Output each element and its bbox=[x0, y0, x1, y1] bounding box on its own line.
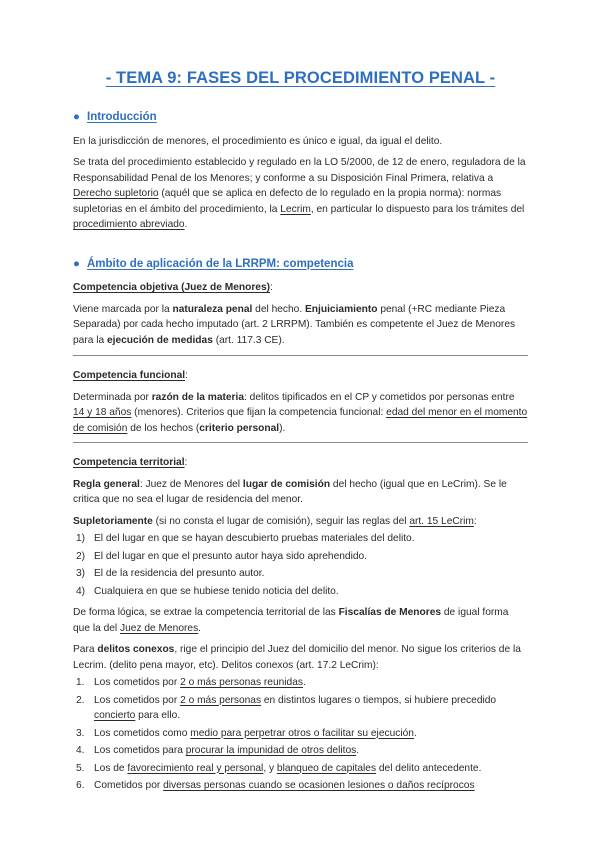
competencia-objetiva-text: Viene marcada por la naturaleza penal del hecho. Enjuiciamiento penal (+RC mediante Pieza Separada) por cada hecho imputado (art. 2 LRRPM). También es competente el Juez de Menores para la ejecución de medidas (art. 117.3 CE). bbox=[73, 303, 516, 346]
list-item: 5. Los de favorecimiento real y personal, y blanqueo de capitales del delito antecedente. bbox=[76, 762, 482, 774]
list-item: 4. Los cometidos para procurar la impunidad de otros delitos. bbox=[76, 745, 360, 756]
list-item: 4) Cualquiera en que se hubiese tenido noticia del delito. bbox=[76, 585, 339, 597]
conexos-list bbox=[73, 675, 528, 794]
list-item: 2) El del lugar en que el presunto autor haya sido aprehendido. bbox=[76, 550, 367, 562]
list-item: 1) El del lugar en que se hayan descubierto pruebas materiales del delito. bbox=[76, 533, 415, 544]
reglas-list bbox=[73, 531, 528, 599]
list-item: 1. Los cometidos por 2 o más personas reunidas. bbox=[76, 677, 306, 688]
divider bbox=[73, 355, 528, 356]
competencia-funcional-text: Determinada por razón de la materia: delitos tipificados en el CP y cometidos por personas entre 14 y 18 años (menores). Criterios que fijan la competencia funcional: edad del menor en el momento de comisión de los hechos (criterio personal). bbox=[73, 391, 528, 434]
list-item: 3. Los cometidos como medio para perpetrar otros o facilitar su ejecución. bbox=[76, 727, 417, 739]
competencia-funcional-title: Competencia funcional: bbox=[73, 370, 188, 381]
list-item: 6. Cometidos por diversas personas cuando se ocasionen lesiones o daños recíprocos bbox=[76, 780, 475, 791]
competencia-objetiva-title: Competencia objetiva (Juez de Menores): bbox=[73, 282, 273, 293]
list-item: 3) El de la residencia del presunto autor. bbox=[76, 568, 265, 579]
list-item: 2. Los cometidos por 2 o más personas en distintos lugares o tiempos, si hubiere precedido concierto para ello. bbox=[76, 694, 497, 721]
bullet-icon: ● bbox=[73, 111, 80, 123]
regla-general-text: Regla general: Juez de Menores del lugar de comisión del hecho (igual que en LeCrim). Se le critica que no sea el lugar de residencia del menor. bbox=[73, 478, 507, 505]
section-heading-intro: ● Introducción bbox=[73, 110, 528, 126]
intro-paragraph-1: En la jurisdicción de menores, el procedimiento es único e igual, da igual el delito. bbox=[73, 135, 443, 147]
delitos-conexos-text: Para delitos conexos, rige el principio del Juez del domicilio del menor. No sigue los criterios de la Lecrim. (delito pena mayor, etc). Delitos conexos (art. 17.2 LeCrim): bbox=[73, 644, 521, 671]
fiscalias-text: De forma lógica, se extrae la competencia territorial de las Fiscalías de Menores de igual forma que la del Juez de Menores. bbox=[73, 607, 509, 634]
divider bbox=[73, 442, 528, 443]
competencia-territorial-title: Competencia territorial: bbox=[73, 457, 188, 468]
intro-paragraph-2: Se trata del procedimiento establecido y regulado en la LO 5/2000, de 12 de enero, reguladora de la Responsabilidad Penal de los Menores; y conforme a su Disposición Final Primera, relativa a Derecho supletorio (aquél que se aplica en defecto de lo regulado en la propia norma): normas supletorias en el ámbito del procedimiento, la Lecrim, en particular lo dispuesto para los trámites del procedimiento abreviado. bbox=[73, 157, 526, 230]
document-content bbox=[73, 68, 528, 800]
page-title: - TEMA 9: FASES DEL PROCEDIMIENTO PENAL - bbox=[105, 69, 496, 87]
section-heading-ambito: ● Ámbito de aplicación de la LRRPM: competencia bbox=[73, 257, 528, 273]
supletoriamente-text: Supletoriamente (si no consta el lugar de comisión), seguir las reglas del art. 15 LeCrim: bbox=[73, 515, 477, 527]
bullet-icon: ● bbox=[73, 257, 80, 270]
